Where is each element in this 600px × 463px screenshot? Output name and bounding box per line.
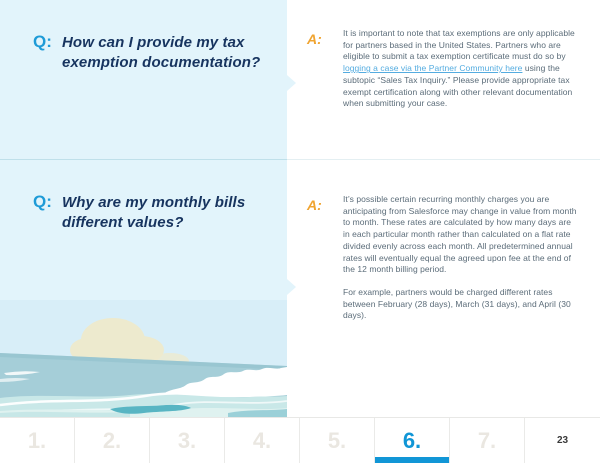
answer-paragraph: For example, partners would be charged different rates between February (28 days), March (31 days), and April (30 days).: [343, 286, 571, 321]
page-tab-3[interactable]: [150, 418, 225, 463]
answer-text-segment: using the subtopic “Sales Tax Inquiry.” Please provide appropriate tax exempt certification along with other relevant documentation when submitting your case.: [343, 63, 573, 109]
answer-text: [343, 28, 579, 121]
section-divider: [0, 159, 287, 160]
answer-paragraph: It’s possible certain recurring monthly charges you are anticipating from Salesforce may change in value from month to month. These rates are calculated by how many days are in each particular month rather than calculated on a flat rate divided evenly across each month. All predetermined annual rates will eventually equal the agreed upon fee at the end of the 12 month billing period.: [343, 194, 577, 275]
page-tab-label: 2.: [102, 427, 122, 453]
question-text: How can I provide my tax exemption documentation?: [62, 34, 261, 71]
question-marker: Q:: [33, 192, 52, 211]
answer-marker: A:: [307, 31, 322, 47]
active-tab-underline: [375, 457, 449, 463]
ocean-illustration: [0, 300, 287, 417]
answer-block-2: [287, 159, 600, 417]
pagination-bar: [0, 417, 600, 463]
answer-marker: A:: [307, 197, 322, 213]
page-tab-6[interactable]: [375, 418, 450, 463]
page-tab-4[interactable]: [225, 418, 300, 463]
page-tab-1[interactable]: [0, 418, 75, 463]
page-number: 23: [556, 435, 569, 446]
page-tab-label: 5.: [327, 427, 347, 453]
page-tab-2[interactable]: [75, 418, 150, 463]
page-tab-7[interactable]: [450, 418, 525, 463]
partner-community-link[interactable]: logging a case via the Partner Community here: [343, 63, 523, 74]
answer-block-1: [287, 0, 600, 159]
answer-text-segment: It is important to note that tax exemptions are only applicable for partners based in the United States. Partners who are eligible to submit a tax exemption certificate must do so by: [343, 28, 575, 62]
page-tab-label: 1.: [27, 427, 47, 453]
answer-text: [343, 194, 579, 333]
page-tab-label: 6.: [402, 427, 422, 453]
answer-paragraph: [343, 28, 579, 110]
page-tab-label: 3.: [177, 427, 197, 453]
question-text: Why are my monthly bills different values?: [62, 194, 246, 231]
page-tab-label: 7.: [477, 427, 497, 453]
page-tab-5[interactable]: [300, 418, 375, 463]
question-marker: Q:: [33, 32, 52, 51]
page-tab-label: 4.: [252, 427, 272, 453]
